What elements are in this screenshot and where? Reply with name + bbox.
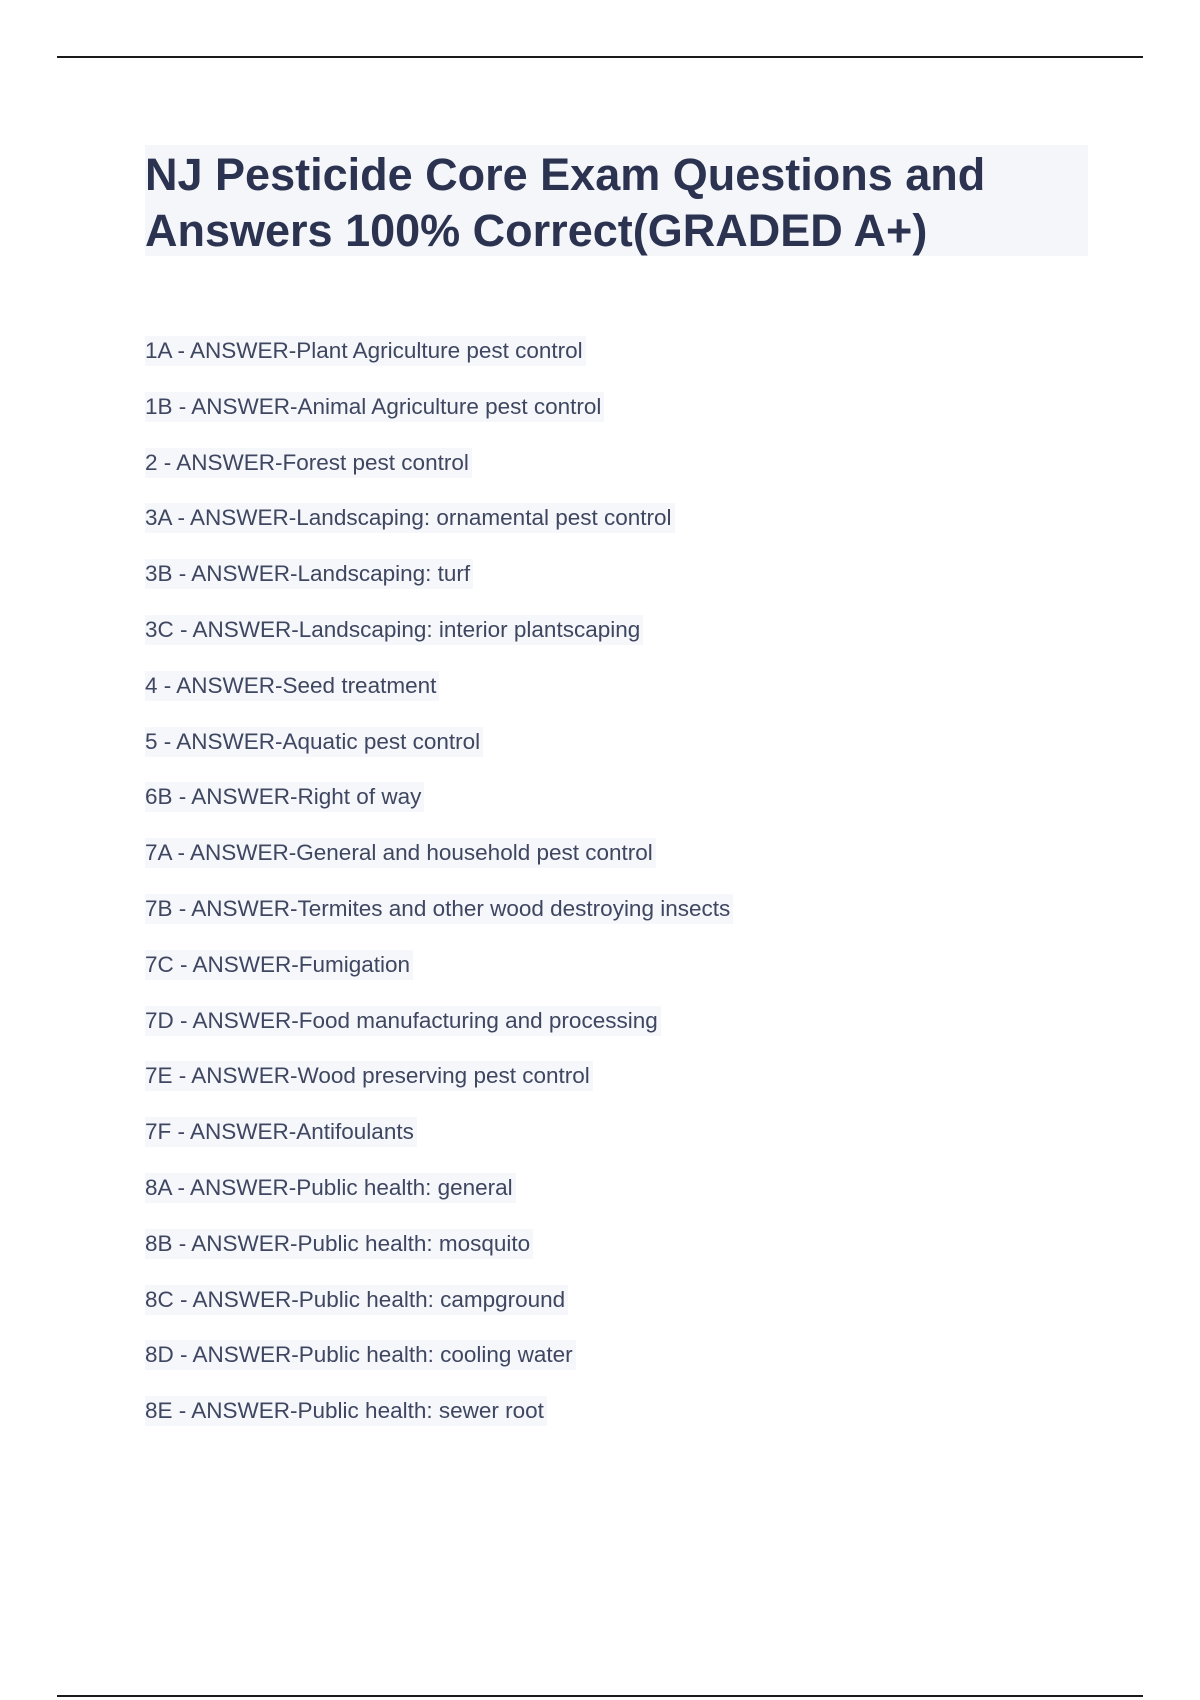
list-item	[145, 503, 1145, 559]
answer-text: 8B - ANSWER-Public health: mosquito	[145, 1229, 533, 1259]
answer-text: 8A - ANSWER-Public health: general	[145, 1173, 516, 1203]
answer-list	[145, 336, 1145, 1452]
answer-text: 8D - ANSWER-Public health: cooling water	[145, 1340, 576, 1370]
list-item	[145, 838, 1145, 894]
list-item	[145, 1061, 1145, 1117]
list-item	[145, 392, 1145, 448]
answer-text: 1B - ANSWER-Animal Agriculture pest control	[145, 392, 604, 422]
answer-text: 6B - ANSWER-Right of way	[145, 782, 424, 812]
list-item	[145, 615, 1145, 671]
answer-text: 3B - ANSWER-Landscaping: turf	[145, 559, 473, 589]
answer-text: 2 - ANSWER-Forest pest control	[145, 448, 472, 478]
list-item	[145, 1006, 1145, 1062]
answer-text: 8E - ANSWER-Public health: sewer root	[145, 1396, 547, 1426]
list-item	[145, 559, 1145, 615]
list-item	[145, 950, 1145, 1006]
answer-text: 4 - ANSWER-Seed treatment	[145, 671, 439, 701]
header-rule	[57, 56, 1143, 58]
answer-text: 7D - ANSWER-Food manufacturing and processing	[145, 1006, 661, 1036]
list-item	[145, 1229, 1145, 1285]
answer-text: 1A - ANSWER-Plant Agriculture pest control	[145, 336, 586, 366]
answer-text: 7B - ANSWER-Termites and other wood destroying insects	[145, 894, 733, 924]
title-block	[145, 145, 1088, 256]
answer-text: 5 - ANSWER-Aquatic pest control	[145, 727, 483, 757]
answer-text: 7C - ANSWER-Fumigation	[145, 950, 413, 980]
answer-text: 7F - ANSWER-Antifoulants	[145, 1117, 417, 1147]
list-item	[145, 1340, 1145, 1396]
document-title: NJ Pesticide Core Exam Questions and Answers 100% Correct(GRADED A+)	[145, 149, 986, 256]
list-item	[145, 1117, 1145, 1173]
list-item	[145, 1173, 1145, 1229]
list-item	[145, 894, 1145, 950]
answer-text: 7E - ANSWER-Wood preserving pest control	[145, 1061, 593, 1091]
list-item	[145, 448, 1145, 504]
list-item	[145, 336, 1145, 392]
answer-text: 8C - ANSWER-Public health: campground	[145, 1285, 568, 1315]
list-item	[145, 782, 1145, 838]
footer-rule	[57, 1695, 1143, 1697]
answer-text: 3A - ANSWER-Landscaping: ornamental pest control	[145, 503, 675, 533]
answer-text: 7A - ANSWER-General and household pest control	[145, 838, 656, 868]
list-item	[145, 727, 1145, 783]
list-item	[145, 1396, 1145, 1452]
list-item	[145, 671, 1145, 727]
answer-text: 3C - ANSWER-Landscaping: interior plantscaping	[145, 615, 643, 645]
list-item	[145, 1285, 1145, 1341]
